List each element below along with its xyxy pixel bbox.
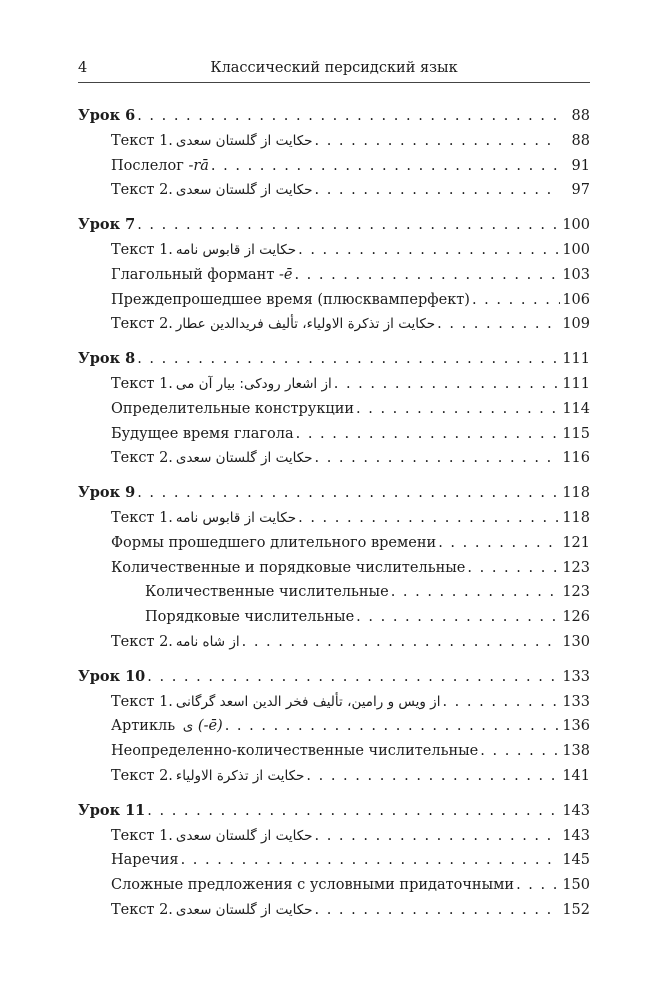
entry-title xyxy=(111,739,480,764)
dot-leader xyxy=(467,556,560,581)
dot-leader xyxy=(147,665,560,690)
entry-prefix: Наречия xyxy=(111,852,179,869)
page-ref: 145 xyxy=(562,852,590,869)
page-ref: 123 xyxy=(562,584,590,601)
toc-entry[interactable] xyxy=(78,397,590,422)
dot-leader xyxy=(296,422,560,447)
persian-title: حکایت از گلستان سعدی xyxy=(175,182,313,199)
dot-leader xyxy=(294,263,560,288)
dot-leader xyxy=(438,531,560,556)
entry-title xyxy=(145,605,356,630)
entry-prefix: Количественные числительные xyxy=(145,584,389,601)
dot-leader xyxy=(137,104,560,129)
dot-leader xyxy=(211,154,560,179)
toc-entry[interactable] xyxy=(78,288,590,313)
page-ref: 143 xyxy=(562,802,590,819)
toc-entry-lead xyxy=(111,764,560,789)
dot-leader xyxy=(306,764,560,789)
entry-prefix: Текст 2. xyxy=(111,450,173,467)
toc-entry[interactable] xyxy=(78,605,590,630)
page-ref: 141 xyxy=(562,767,590,784)
toc-entry[interactable] xyxy=(78,556,590,581)
toc-entry-lead xyxy=(78,213,560,238)
entry-prefix: Текст 1. xyxy=(111,375,173,392)
toc-entry[interactable] xyxy=(78,372,590,397)
toc-entry-lead xyxy=(78,799,560,824)
toc-entry-lead xyxy=(78,665,560,690)
persian-title: حکایت از قابوس نامه xyxy=(175,509,297,526)
dot-leader xyxy=(298,506,560,531)
page-ref: 136 xyxy=(562,718,590,735)
dot-leader xyxy=(315,178,561,203)
toc-entry-lead xyxy=(111,238,560,263)
toc-entry-lead xyxy=(145,580,560,605)
toc-entry-lead xyxy=(111,288,560,313)
table-of-contents xyxy=(78,104,590,933)
entry-prefix: Послелог xyxy=(111,157,189,174)
entry-title xyxy=(111,848,181,873)
dot-leader xyxy=(356,605,560,630)
dot-leader xyxy=(442,690,560,715)
persian-title: حکایت از گلستان سعدی xyxy=(175,827,313,844)
toc-entry[interactable] xyxy=(78,531,590,556)
toc-entry[interactable] xyxy=(78,154,590,179)
entry-prefix: Определительные конструкции xyxy=(111,400,355,417)
lesson-title: Урок 9 xyxy=(78,484,136,502)
entry-title xyxy=(111,178,315,203)
page-ref: 150 xyxy=(562,877,590,894)
toc-section xyxy=(78,665,590,789)
running-header xyxy=(78,58,590,83)
toc-entry-lead xyxy=(78,104,560,129)
page-ref: 138 xyxy=(562,743,590,760)
toc-entry-lead xyxy=(111,263,560,288)
entry-title xyxy=(111,506,298,531)
entry-title xyxy=(111,630,242,655)
dot-leader xyxy=(137,481,560,506)
page-ref: 114 xyxy=(562,400,590,417)
page-ref: 88 xyxy=(571,132,590,149)
toc-entry[interactable] xyxy=(78,873,590,898)
page-ref: 143 xyxy=(562,827,590,844)
toc-entry-lead xyxy=(111,898,560,923)
entry-title xyxy=(111,824,315,849)
entry-title xyxy=(111,690,442,715)
toc-entry-lead xyxy=(111,739,560,764)
transliteration: -rā xyxy=(188,157,209,174)
page-ref: 121 xyxy=(562,534,590,551)
toc-entry-lead xyxy=(111,422,560,447)
toc-lesson-heading[interactable] xyxy=(78,347,590,372)
page-ref: 91 xyxy=(571,157,590,174)
page-ref: 115 xyxy=(562,425,590,442)
dot-leader xyxy=(437,312,560,337)
entry-prefix: Порядковые числительные xyxy=(145,609,355,626)
toc-entry[interactable] xyxy=(78,739,590,764)
lesson-title: Урок 10 xyxy=(78,667,146,685)
entry-title xyxy=(111,556,467,581)
persian-title: حکایت از گلستان سعدی xyxy=(175,901,313,918)
toc-entry[interactable] xyxy=(78,848,590,873)
toc-entry[interactable] xyxy=(78,506,590,531)
dot-leader xyxy=(315,129,561,154)
dot-leader xyxy=(480,739,560,764)
entry-prefix: Текст 2. xyxy=(111,901,173,918)
persian-title: از شاه نامه xyxy=(175,633,240,650)
page-ref: 152 xyxy=(562,901,590,918)
entry-title xyxy=(111,446,315,471)
entry-title xyxy=(111,312,437,337)
entry-prefix: Текст 2. xyxy=(111,316,173,333)
entry-title xyxy=(111,397,356,422)
toc-section xyxy=(78,104,590,203)
dot-leader xyxy=(225,714,560,739)
page-ref: 133 xyxy=(562,693,590,710)
entry-title xyxy=(111,154,211,179)
toc-entry-lead xyxy=(78,481,560,506)
toc-entry-lead xyxy=(111,556,560,581)
page-ref: 97 xyxy=(571,182,590,199)
page-number: 4 xyxy=(78,60,88,76)
page-ref: 130 xyxy=(562,633,590,650)
transliteration: (-ē) xyxy=(197,718,223,735)
entry-title xyxy=(145,580,391,605)
dot-leader xyxy=(181,848,560,873)
persian-title: از ویس و رامین، تألیف فخر الدین اسعد گرگانی xyxy=(175,693,441,710)
lesson-title: Урок 6 xyxy=(78,107,136,124)
dot-leader xyxy=(147,799,560,824)
dot-leader xyxy=(334,372,560,397)
toc-entry-lead xyxy=(111,178,560,203)
toc-entry[interactable] xyxy=(78,446,590,471)
toc-entry[interactable] xyxy=(78,580,590,605)
page-ref: 109 xyxy=(562,316,590,333)
lesson-title: Урок 7 xyxy=(78,216,136,234)
dot-leader xyxy=(298,238,560,263)
entry-title xyxy=(111,288,472,313)
entry-prefix: Преждепрошедшее время (плюсквамперфект) xyxy=(111,291,470,308)
toc-entry[interactable] xyxy=(78,312,590,337)
persian-title: حکایت از قابوس نامه xyxy=(175,241,297,258)
toc-entry[interactable] xyxy=(78,178,590,203)
toc-lesson-heading[interactable] xyxy=(78,104,590,129)
entry-prefix: Количественные и порядковые числительные xyxy=(111,559,466,576)
dot-leader xyxy=(315,898,561,923)
entry-prefix: Формы прошедшего длительного времени xyxy=(111,534,437,551)
entry-prefix: Текст 1. xyxy=(111,693,173,710)
entry-title xyxy=(111,898,315,923)
page-ref: 103 xyxy=(562,266,590,283)
toc-entry[interactable] xyxy=(78,824,590,849)
entry-title xyxy=(111,129,315,154)
running-title: Классический персидский язык xyxy=(210,60,458,76)
toc-entry-lead xyxy=(111,446,560,471)
page-ref: 116 xyxy=(562,450,590,467)
persian-title: ی xyxy=(182,718,194,735)
entry-title xyxy=(111,531,438,556)
toc-entry-lead xyxy=(111,531,560,556)
toc-entry[interactable] xyxy=(78,898,590,923)
page-ref: 88 xyxy=(571,108,590,124)
toc-entry[interactable] xyxy=(78,714,590,739)
entry-title xyxy=(111,372,334,397)
toc-section xyxy=(78,481,590,655)
toc-lesson-heading[interactable] xyxy=(78,799,590,824)
toc-entry-lead xyxy=(111,824,560,849)
page-ref: 111 xyxy=(562,375,590,392)
toc-entry-lead xyxy=(111,129,560,154)
toc-entry-lead xyxy=(78,347,560,372)
page-ref: 100 xyxy=(562,217,590,234)
page-ref: 111 xyxy=(562,351,590,368)
entry-prefix: Глагольный формант xyxy=(111,266,279,283)
toc-entry-lead xyxy=(111,372,560,397)
persian-title: از اشعار رودکی: بیار آن می xyxy=(175,375,332,392)
toc-entry[interactable] xyxy=(78,129,590,154)
toc-lesson-heading[interactable] xyxy=(78,213,590,238)
toc-section xyxy=(78,347,590,471)
toc-entry-lead xyxy=(111,397,560,422)
dot-leader xyxy=(315,824,561,849)
entry-prefix: Неопределенно-количественные числительные xyxy=(111,743,479,760)
transliteration: -ē xyxy=(278,266,293,283)
toc-entry-lead xyxy=(111,848,560,873)
dot-leader xyxy=(391,580,560,605)
toc-entry-lead xyxy=(145,605,560,630)
entry-prefix: Текст 2. xyxy=(111,633,173,650)
entry-title xyxy=(111,238,298,263)
dot-leader xyxy=(356,397,560,422)
entry-title xyxy=(111,714,225,739)
toc-entry-lead xyxy=(111,506,560,531)
entry-title xyxy=(111,764,306,789)
page-ref: 126 xyxy=(562,609,590,626)
page-ref: 123 xyxy=(562,559,590,576)
entry-prefix: Текст 1. xyxy=(111,241,173,258)
entry-title xyxy=(111,873,516,898)
dot-leader xyxy=(137,347,560,372)
toc-lesson-heading[interactable] xyxy=(78,481,590,506)
entry-prefix: Текст 2. xyxy=(111,182,173,199)
page-ref: 133 xyxy=(562,668,590,685)
page-ref: 118 xyxy=(562,509,590,526)
entry-prefix: Будущее время глагола xyxy=(111,425,294,442)
dot-leader xyxy=(315,446,561,471)
persian-title: حکایت از گلستان سعدی xyxy=(175,132,313,149)
toc-entry[interactable] xyxy=(78,630,590,655)
persian-title: حکایت از تذکرة الاولیاء xyxy=(175,767,305,784)
entry-title xyxy=(111,422,296,447)
dot-leader xyxy=(516,873,560,898)
toc-entry[interactable] xyxy=(78,263,590,288)
persian-title: حکایت از تذکرة الاولیاء، تألیف فریدالدین عطار xyxy=(175,316,436,333)
toc-entry-lead xyxy=(111,154,560,179)
lesson-title: Урок 11 xyxy=(78,801,146,819)
entry-prefix: Текст 1. xyxy=(111,132,173,149)
toc-entry-lead xyxy=(111,873,560,898)
toc-entry-lead xyxy=(111,630,560,655)
entry-title xyxy=(111,263,294,288)
dot-leader xyxy=(242,630,560,655)
persian-title: حکایت از گلستان سعدی xyxy=(175,450,313,467)
page-ref: 106 xyxy=(562,291,590,308)
toc-entry-lead xyxy=(111,312,560,337)
dot-leader xyxy=(472,288,560,313)
toc-entry[interactable] xyxy=(78,422,590,447)
entry-prefix: Текст 2. xyxy=(111,767,173,784)
toc-entry-lead xyxy=(111,714,560,739)
toc-section xyxy=(78,799,590,923)
entry-prefix: Сложные предложения с условными придаточными xyxy=(111,877,515,894)
entry-prefix: Текст 1. xyxy=(111,827,173,844)
toc-entry[interactable] xyxy=(78,238,590,263)
lesson-title: Урок 8 xyxy=(78,350,136,368)
toc-entry[interactable] xyxy=(78,690,590,715)
entry-prefix: Артикль xyxy=(111,718,180,735)
dot-leader xyxy=(137,213,560,238)
toc-entry[interactable] xyxy=(78,764,590,789)
toc-lesson-heading[interactable] xyxy=(78,665,590,690)
entry-prefix: Текст 1. xyxy=(111,509,173,526)
page-ref: 118 xyxy=(562,485,590,502)
toc-entry-lead xyxy=(111,690,560,715)
toc-section xyxy=(78,213,590,337)
page-ref: 100 xyxy=(562,241,590,258)
